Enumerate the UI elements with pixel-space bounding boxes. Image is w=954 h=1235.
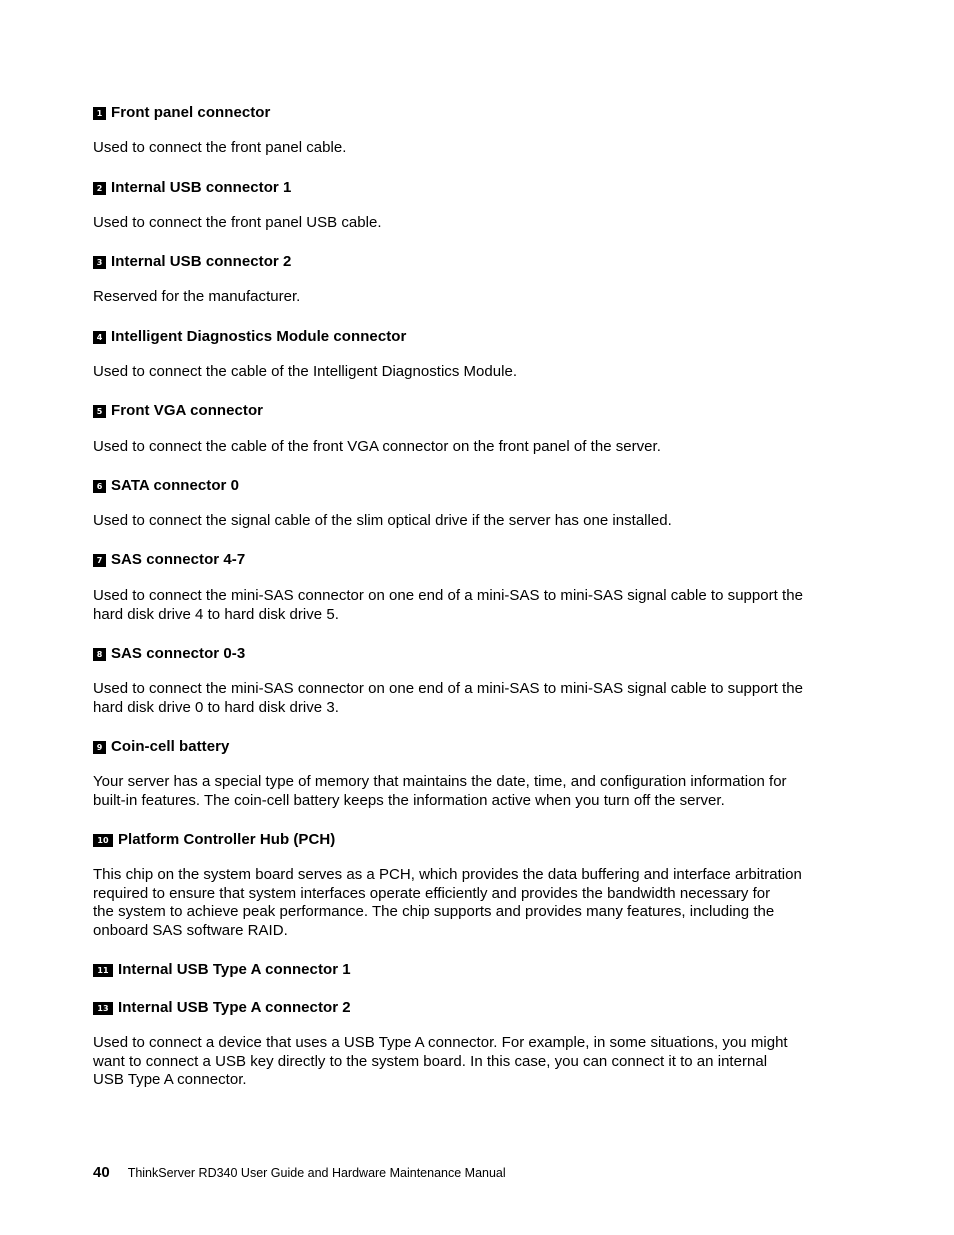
section-description [93,773,853,810]
section-description [93,866,853,940]
section-heading-front-vga-connector [93,400,263,420]
description-line: want to connect a USB key directly to the system board. In this case, you can connect it to an internal [93,1052,768,1070]
page-number: 40 [93,1164,110,1181]
section-heading-coin-cell-battery [93,736,229,756]
description-line: built-in features. The coin-cell battery keeps the information active when you turn off the server. [93,791,725,809]
section-title: Internal USB Type A connector 2 [118,998,351,1016]
callout-number-badge: 6 [93,480,106,493]
description-line: Your server has a special type of memory that maintains the date, time, and configuration information for [93,773,787,790]
description-line: Used to connect the mini-SAS connector on one end of a mini-SAS to mini-SAS signal cable to support the [93,680,803,697]
section-title: SAS connector 4-7 [111,550,246,568]
section-title: Internal USB connector 2 [111,252,292,270]
section-heading-intelligent-diagnostics-module-connector [93,326,406,346]
callout-number-badge: 8 [93,648,106,661]
callout-number-badge: 13 [93,1002,113,1015]
description-line: the system to achieve peak performance. The chip supports and provides many features, including the [93,903,775,921]
description-line: Used to connect the cable of the Intelligent Diagnostics Module. [93,363,518,380]
callout-number-badge: 1 [93,107,106,120]
section-heading-internal-usb-type-a-connector-2 [93,997,351,1017]
callout-number-badge: 2 [93,182,106,195]
callout-number-badge: 4 [93,331,106,344]
description-line: USB Type A connector. [93,1071,247,1089]
section-title: Front VGA connector [111,401,264,419]
section-heading-internal-usb-connector-2 [93,251,291,271]
section-title: Platform Controller Hub (PCH) [118,830,336,848]
section-heading-platform-controller-hub [93,829,335,849]
description-line: Used to connect the front panel cable. [93,139,347,156]
page-footer [93,1164,506,1181]
section-description [93,288,853,307]
section-title: Internal USB connector 1 [111,178,292,196]
section-description [93,587,853,624]
description-line: onboard SAS software RAID. [93,921,288,939]
section-heading-internal-usb-type-a-connector-1 [93,959,351,979]
section-title: Intelligent Diagnostics Module connector [111,327,407,345]
callout-number-badge: 7 [93,554,106,567]
manual-title: ThinkServer RD340 User Guide and Hardware Maintenance Manual [127,1166,506,1180]
section-title: SATA connector 0 [111,476,240,494]
document-page [93,0,853,1235]
description-line: hard disk drive 0 to hard disk drive 3. [93,698,339,716]
description-line: hard disk drive 4 to hard disk drive 5. [93,605,339,623]
section-description [93,438,853,457]
description-line: Used to connect the signal cable of the slim optical drive if the server has one installed. [93,512,672,529]
section-heading-sas-connector-0-3 [93,643,245,663]
description-line: Used to connect the front panel USB cable. [93,214,382,231]
description-line: required to ensure that system interfaces operate efficiently and provides the bandwidth necessary for [93,884,771,902]
section-description [93,363,853,382]
description-line: Used to connect the mini-SAS connector on one end of a mini-SAS to mini-SAS signal cable to support the [93,587,803,604]
section-description [93,512,853,531]
section-description [93,139,853,158]
callout-number-badge: 10 [93,834,113,847]
description-line: Used to connect the cable of the front VGA connector on the front panel of the server. [93,438,661,455]
section-heading-sata-connector-0 [93,475,239,495]
section-title: Coin-cell battery [111,737,230,755]
section-heading-internal-usb-connector-1 [93,177,291,197]
section-heading-front-panel-connector [93,102,270,122]
section-description [93,680,853,717]
section-title: Internal USB Type A connector 1 [118,960,351,978]
section-heading-sas-connector-4-7 [93,549,245,569]
callout-number-badge: 3 [93,256,106,269]
section-title: SAS connector 0-3 [111,644,246,662]
description-line: Used to connect a device that uses a USB Type A connector. For example, in some situations, you might [93,1034,788,1051]
callout-number-badge: 5 [93,405,106,418]
section-description [93,1034,853,1090]
section-title: Front panel connector [111,103,271,121]
callout-number-badge: 9 [93,741,106,754]
callout-number-badge: 11 [93,964,113,977]
description-line: Reserved for the manufacturer. [93,288,301,305]
description-line: This chip on the system board serves as a PCH, which provides the data buffering and interface arbitration [93,866,802,883]
section-description [93,214,853,233]
